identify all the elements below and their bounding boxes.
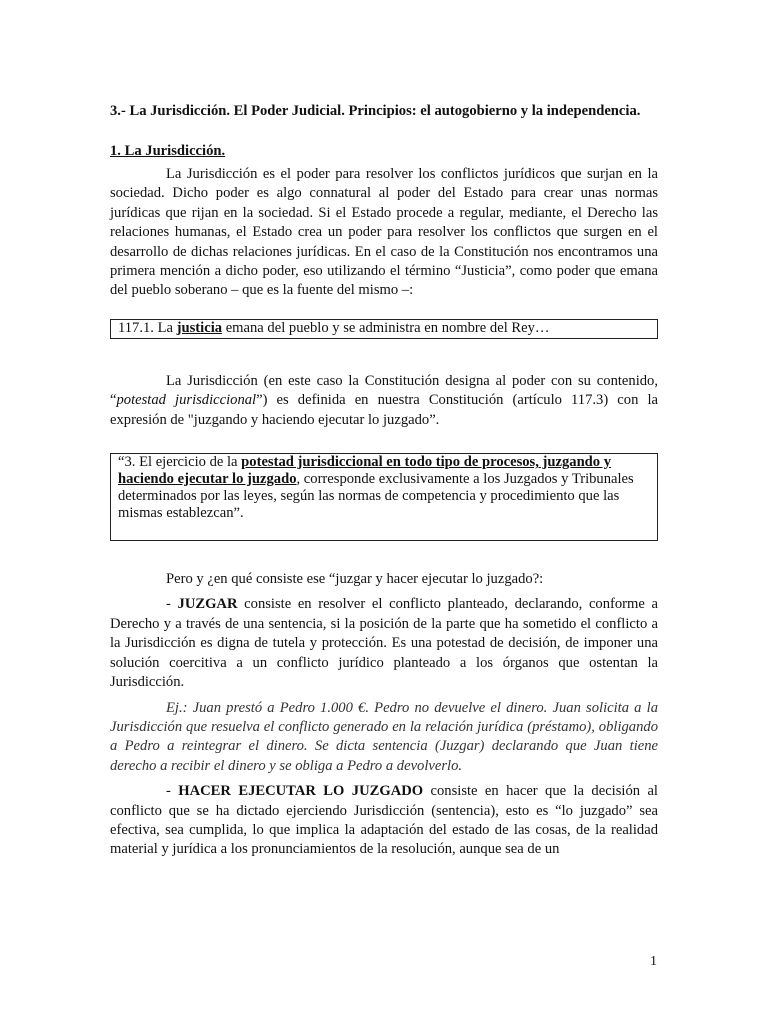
term-hacer-ejecutar: HACER EJECUTAR LO JUZGADO	[178, 783, 424, 800]
paragraph-text: consiste en resolver el conflicto planteado, declarando, conforme a Derecho y a través de una sentencia, si la posición de la parte que ha sometido el conflicto a la Jurisdicción es digna de tutela y protección. Es una potestad de decisión, de imponer una solución coercitiva a un conflicto jurídico planteado a los órganos que ostentan la Jurisdicción.	[110, 596, 658, 691]
paragraph-dash: -	[166, 596, 178, 613]
document-title: 3.- La Jurisdicción. El Poder Judicial. Principios: el autogobierno y la independencia.	[110, 103, 641, 119]
constitution-quote-117-3	[110, 453, 658, 541]
constitution-quote-117-1	[110, 319, 658, 339]
paragraph-dash: -	[166, 783, 179, 800]
paragraph-jurisdiccion-definition: La Jurisdicción es el poder para resolver los conflictos jurídicos que surjan en la sociedad. Dicho poder es algo connatural al poder del Estado para crear unas normas jurídicas que rijan en la sociedad. Si el Estado procede a regular, mediante, el Derecho las relaciones humanas, el Estado crea un poder para resolver los conflictos que surgen en el desarrollo de dichas relaciones jurídicas. En el caso de la Constitución nos encontramos una primera mención a dicho poder, eso utilizando el término “Justicia”, como poder que emana del pueblo soberano – que es la fuente del mismo –:	[110, 166, 658, 299]
paragraph-juzgar	[110, 595, 658, 692]
quote-text: emana del pueblo y se administra en nombre del Rey…	[222, 319, 550, 336]
quote-emphasis: potestad jurisdiccional en todo tipo de procesos, juzgando y haciendo ejecutar lo juzgado	[118, 454, 612, 488]
paragraph-text: La Jurisdicción (en este caso la Constitución designa al poder con su contenido, “	[110, 372, 658, 409]
quote-text: “3. El ejercicio de la	[118, 454, 242, 471]
paragraph-example: Ej.: Juan prestó a Pedro 1.000 €. Pedro no devuelve el dinero. Juan solicita a la Jurisdicción que resuelva el conflicto generado en la relación jurídica (préstamo), obligando a Pedro a reintegrar el dinero. Se dicta sentencia (Juzgar) declarando que Juan tiene derecho a recibir el dinero y se obliga a Pedro a devolverlo.	[110, 699, 658, 774]
quote-emphasis: justicia	[176, 319, 223, 336]
paragraph-question: Pero y ¿en qué consiste ese “juzgar y hacer ejecutar lo juzgado?:	[166, 571, 544, 588]
paragraph-italic: potestad jurisdiccional	[116, 392, 257, 409]
page-number: 1	[650, 954, 657, 969]
term-juzgar: JUZGAR	[177, 596, 238, 613]
paragraph-ejecutar	[110, 782, 658, 860]
paragraph-text: consiste en hacer que la decisión al conflicto que se ha dictado ejerciendo Jurisdicción (sentencia), esto es “lo juzgado” sea efectiva, sea cumplida, lo que implica la adaptación del estado de las cosas, de la realidad material y jurídica a los pronunciamientos de la resolución, aunque sea de un	[110, 783, 658, 858]
paragraph-potestad	[110, 372, 658, 430]
quote-text: , corresponde exclusivamente a los Juzgados y Tribunales determinados por las leyes, según las normas de competencia y procedimiento que las mismas establezcan”.	[118, 471, 634, 522]
document-page	[110, 102, 658, 860]
quote-text: 117.1. La	[118, 319, 177, 336]
section-heading: 1. La Jurisdicción.	[110, 143, 226, 159]
paragraph-text: ”) es definida en nuestra Constitución (artículo 117.3) con la expresión de "juzgando y haciendo ejecutar lo juzgado”.	[110, 392, 658, 428]
